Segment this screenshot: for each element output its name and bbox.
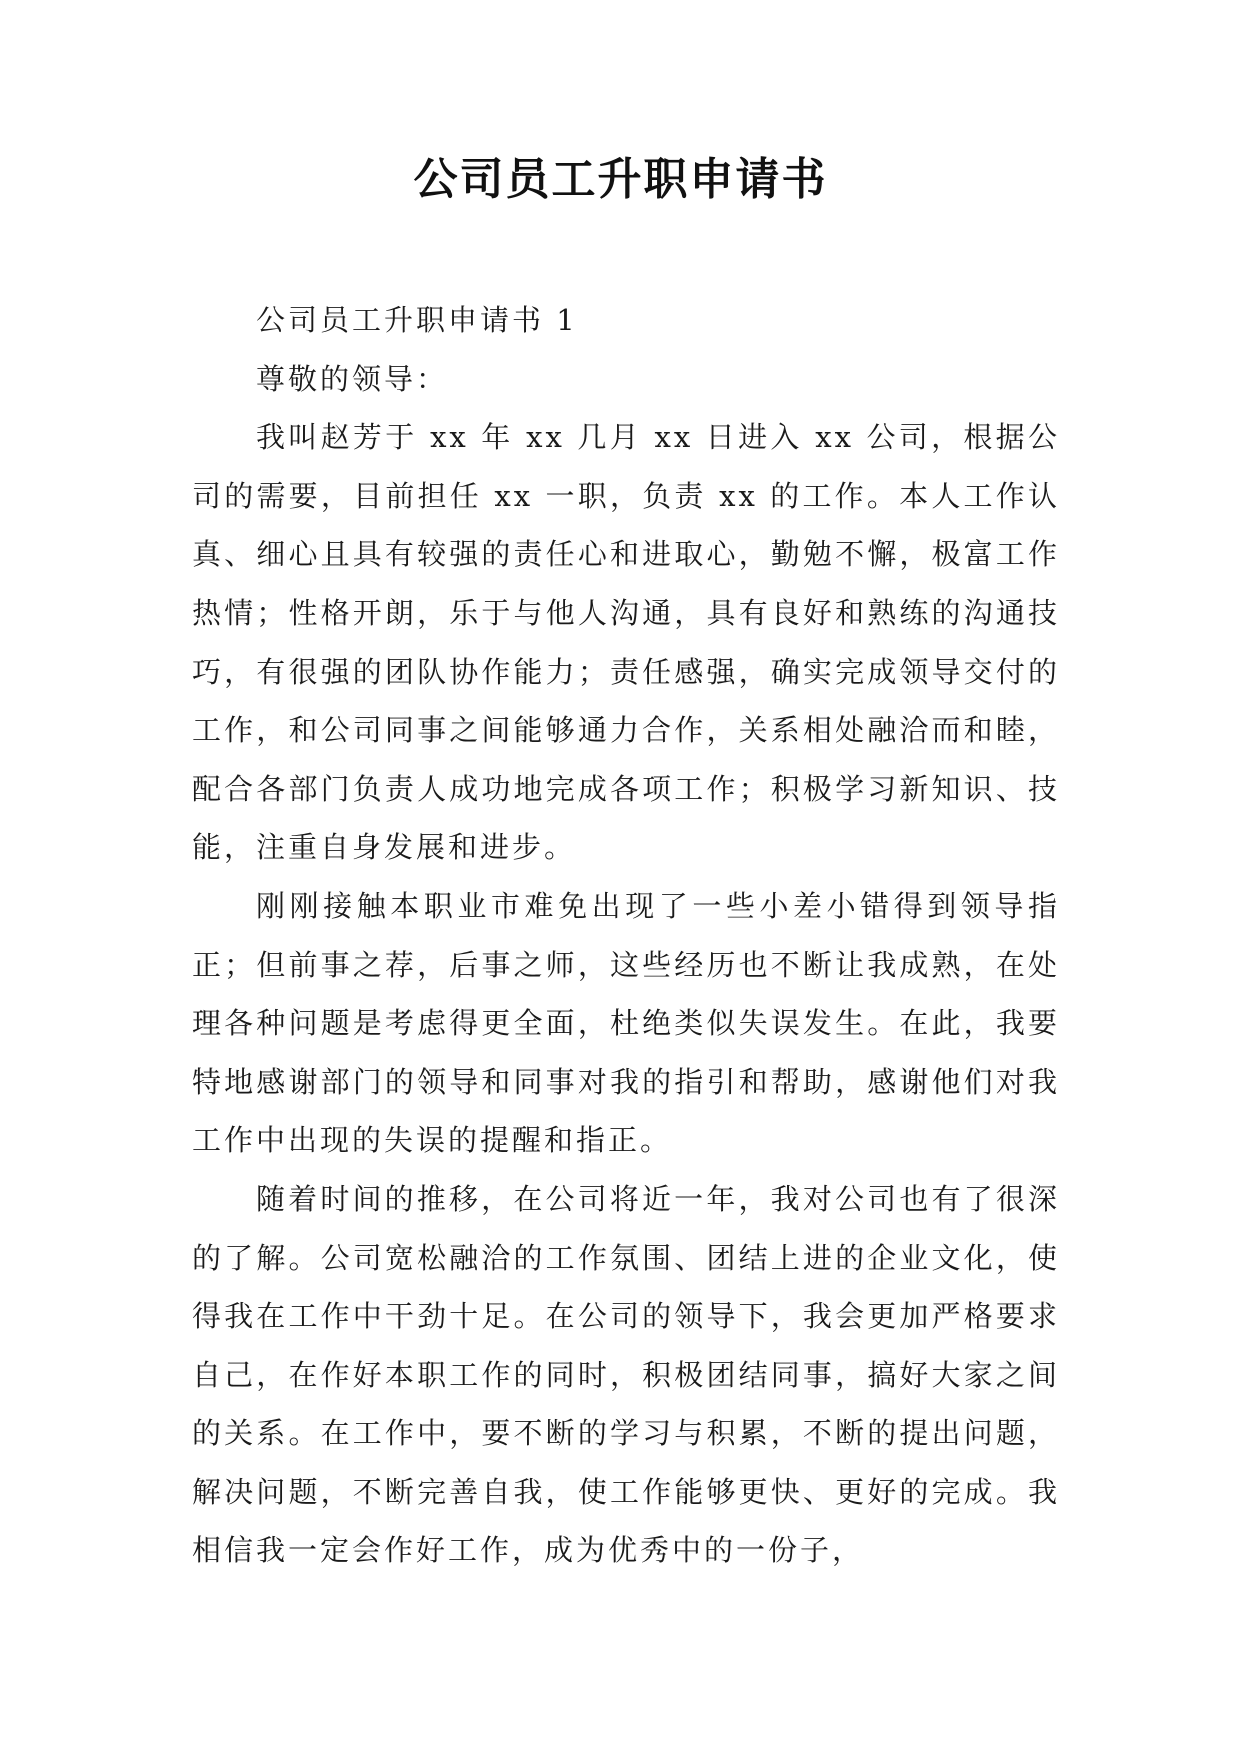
salutation: 尊敬的领导：: [256, 361, 449, 396]
document-heading: 公司员工升职申请书 1: [256, 303, 578, 337]
paragraph-3: 随着时间的推移，在公司将近一年，我对公司也有了很深的了解。公司宽松融洽的工作氛围、团结上进的企业文化，使得我在工作中干劲十足。在公司的领导下，我会更加严格要求自己，在作好本职工作的同时，积极团结同事，搞好大家之间的关系。在工作中，要不断的学习与积累，不断的提出问题，解决问题，不断完善自我，使工作能够更快、更好的完成。我相信我一定会作好工作，成为优秀中的一份子，: [192, 1181, 1060, 1568]
paragraph-1: 我叫赵芳于 xx 年 xx 几月 xx 日进入 xx 公司，根据公司的需要，目前担任 xx 一职，负责 xx 的工作。本人工作认真、细心且具有较强的责任心和进取心，勤勉不懈，极富工作热情；性格开朗，乐于与他人沟通，具有良好和熟练的沟通技巧，有很强的团队协作能力；责任感强，确实完成领导交付的工作，和公司同事之间能够通力合作，关系相处融洽而和睦，配合各部门负责人成功地完成各项工作；积极学习新知识、技能，注重自身发展和进步。: [192, 420, 1060, 865]
document-title: 公司员工升职申请书: [413, 154, 828, 205]
document-body: [192, 291, 1060, 1580]
paragraph-2: 刚刚接触本职业市难免出现了一些小差小错得到领导指正；但前事之荐，后事之师，这些经历也不断让我成熟，在处理各种问题是考虑得更全面，杜绝类似失误发生。在此，我要特地感谢部门的领导和同事对我的指引和帮助，感谢他们对我工作中出现的失误的提醒和指正。: [192, 888, 1060, 1158]
